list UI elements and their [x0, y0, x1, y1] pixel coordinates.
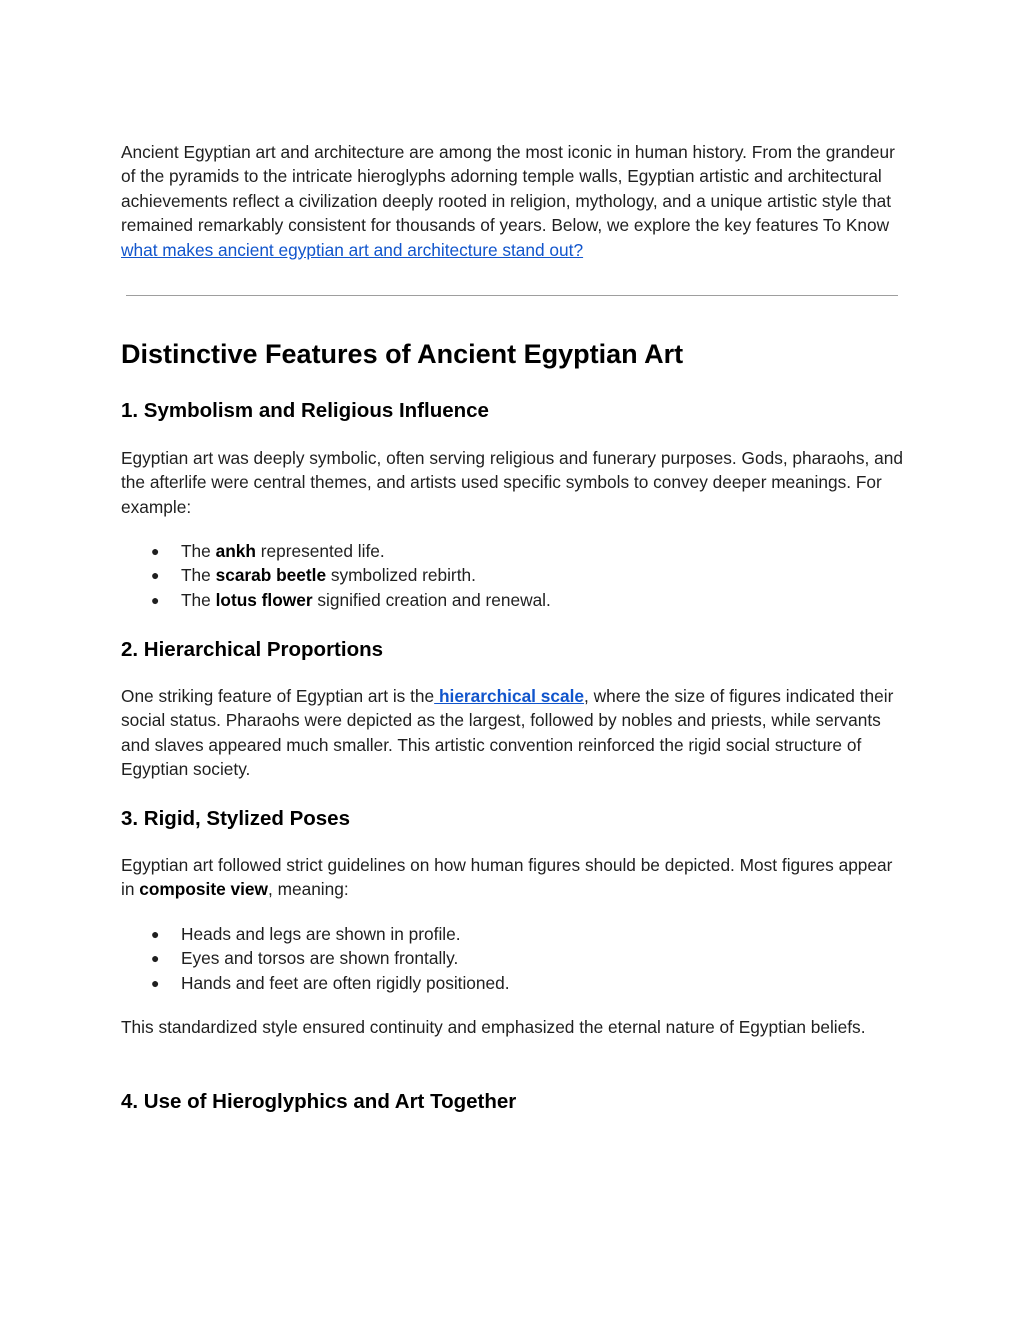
- bullet-icon: ●: [151, 974, 160, 991]
- section2-paragraph: [121, 684, 903, 782]
- list-item-bold: scarab beetle: [215, 565, 327, 586]
- list-item-text: The: [181, 565, 216, 586]
- section3-closing-body: [121, 1015, 903, 1039]
- hierarchical-scale-link[interactable]: hierarchical scale: [434, 686, 585, 706]
- section1-list: [121, 539, 903, 612]
- list-item-text: signified creation and renewal.: [312, 589, 551, 610]
- section2-text: One striking feature of Egyptian art is the: [121, 686, 435, 706]
- section1-body: [121, 446, 903, 519]
- list-item-text: The: [181, 541, 216, 561]
- section1-paragraph: Egyptian art was deeply symbolic, often serving religious and funerary purposes. Gods, pharaohs, and the afterlife were central themes, and artists used specific symbols to convey deeper meanings. For example:: [121, 448, 903, 517]
- list-item: [121, 588, 903, 612]
- section3-paragraph: [121, 853, 903, 902]
- list-item: [121, 563, 903, 587]
- list-item: [121, 971, 903, 995]
- main-heading: Distinctive Features of Ancient Egyptian Art: [121, 339, 684, 369]
- list-item-text: represented life.: [255, 541, 385, 561]
- section3-closing: This standardized style ensured continuity and emphasized the eternal nature of Egyptian beliefs.: [121, 1017, 866, 1037]
- section2-body: [121, 684, 903, 782]
- list-item: [121, 922, 903, 946]
- intro-paragraph: [121, 140, 903, 262]
- intro-link[interactable]: what makes ancient egyptian art and architecture stand out?: [121, 239, 584, 260]
- intro-section: [121, 140, 903, 262]
- list-item: [121, 946, 903, 970]
- section3-title: 3. Rigid, Stylized Poses: [121, 807, 350, 830]
- list-item-text: Eyes and torsos are shown frontally.: [181, 948, 459, 969]
- bullet-icon: ●: [151, 591, 160, 608]
- list-item-bold: lotus flower: [215, 589, 313, 610]
- section3-text: Egyptian art followed strict guidelines on how human figures should be depicted. Most figures appear in: [121, 855, 893, 900]
- section3-text: , meaning:: [267, 879, 349, 900]
- section1-title: 1. Symbolism and Religious Influence: [121, 399, 489, 422]
- section3-list: [121, 922, 903, 995]
- list-item-text: Heads and legs are shown in profile.: [181, 924, 461, 944]
- section3-body: [121, 853, 903, 902]
- list-item-text: The: [181, 589, 216, 610]
- list-item-text: Hands and feet are often rigidly positioned.: [181, 972, 510, 993]
- bullet-icon: ●: [151, 926, 160, 942]
- list-item-bold: ankh: [215, 541, 256, 561]
- section4-title: 4. Use of Hieroglyphics and Art Together: [121, 1090, 517, 1113]
- section2-text: , where the size of figures indicated their social status. Pharaohs were depicted as the largest, followed by nobles and priests, while servants and slaves appeared much smaller. This artistic convention reinforced the rigid social structure of Egyptian society.: [121, 686, 894, 780]
- section3-bold: composite view: [139, 879, 268, 900]
- bullet-icon: ●: [151, 950, 160, 967]
- list-item-text: symbolized rebirth.: [326, 565, 476, 586]
- intro-text: Ancient Egyptian art and architecture are among the most iconic in human history. From the grandeur of the pyramids to the intricate hieroglyphs adorning temple walls, Egyptian artistic and architectural achievements reflect a civilization deeply rooted in religion, mythology, and a unique artistic style that remained remarkably consistent for thousands of years. Below, we explore the key features To Know: [121, 142, 895, 236]
- bullet-icon: ●: [151, 543, 160, 559]
- bullet-icon: ●: [151, 567, 160, 584]
- section2-title: 2. Hierarchical Proportions: [121, 638, 384, 661]
- horizontal-rule: [126, 295, 898, 296]
- list-item: [121, 539, 903, 563]
